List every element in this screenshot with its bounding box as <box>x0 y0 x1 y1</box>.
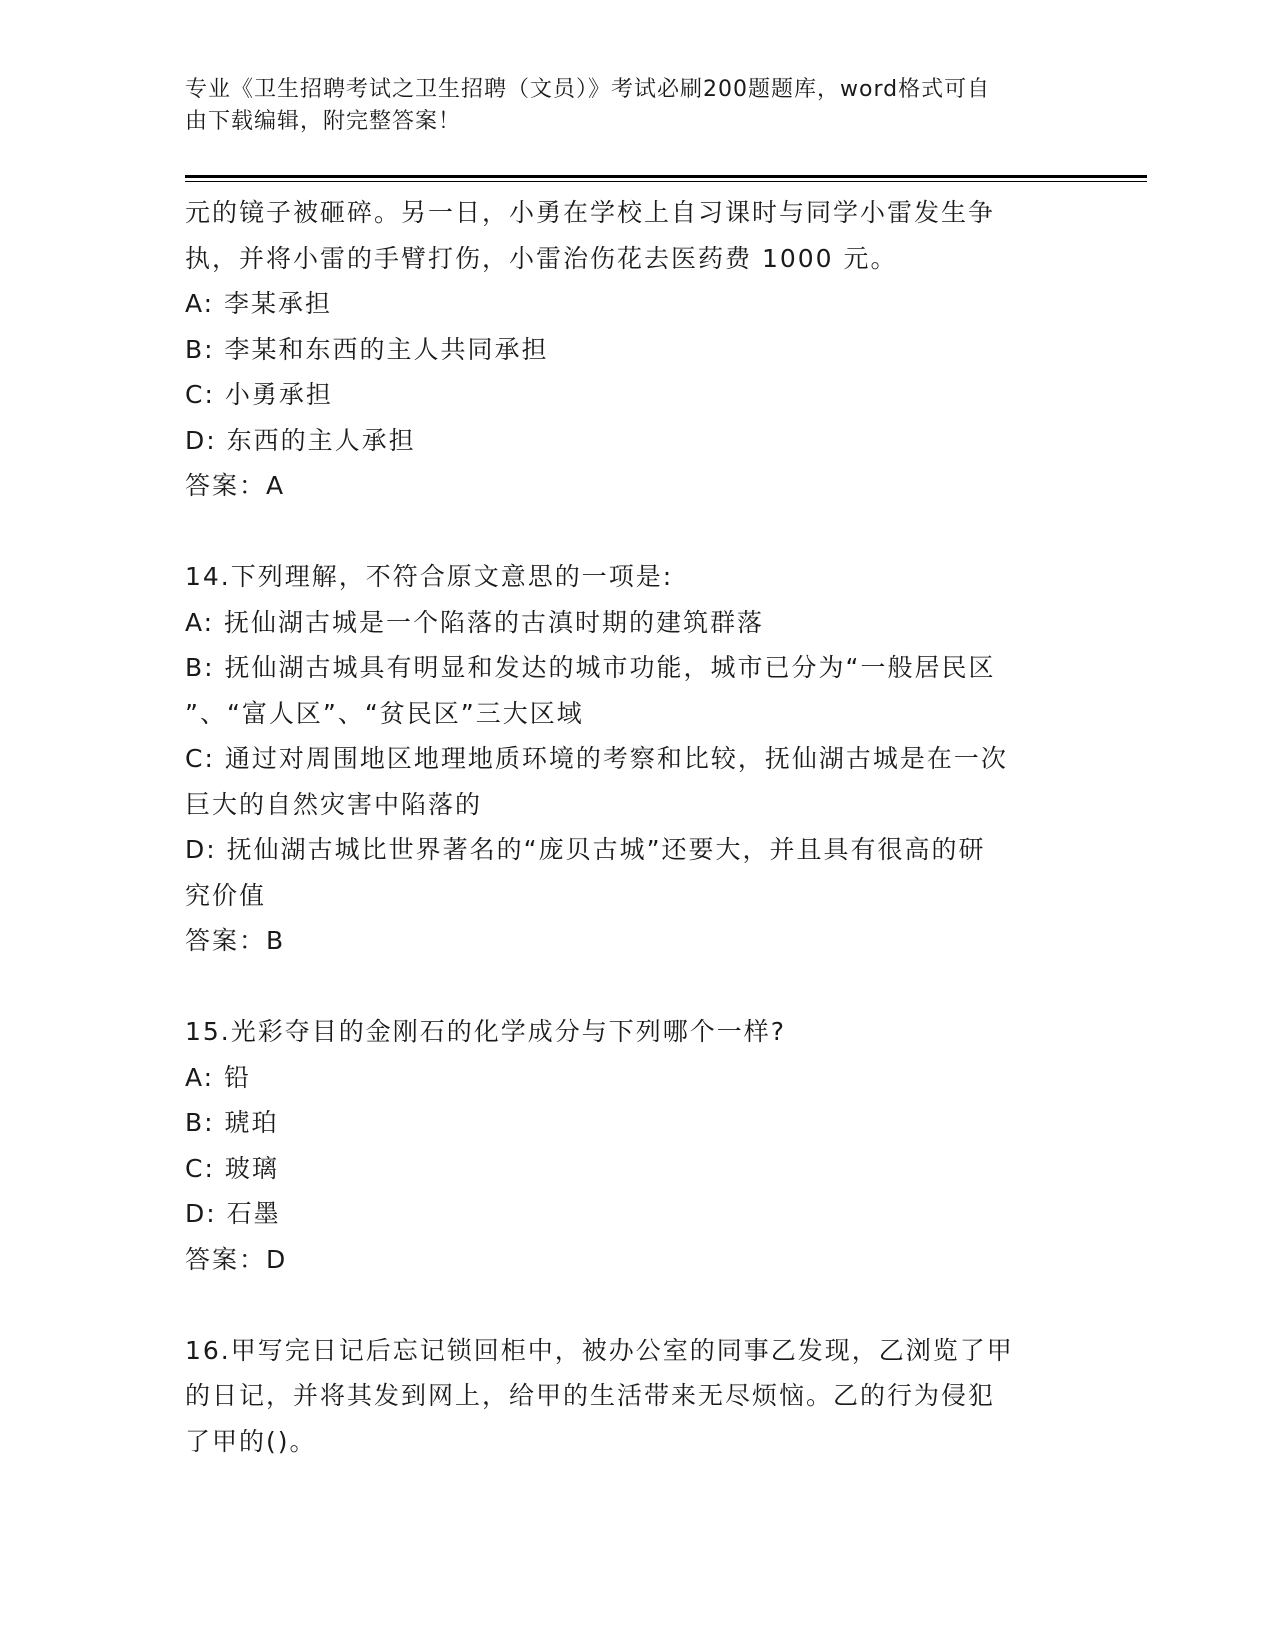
question-text-line: 了甲的()。 <box>185 1426 317 1456</box>
option-d-continued: 究价值 <box>185 880 267 910</box>
question-text-line: 的日记，并将其发到网上，给甲的生活带来无尽烦恼。乙的行为侵犯 <box>185 1381 996 1410</box>
option-c: C: 玻璃 <box>185 1153 279 1183</box>
question-text-line: 15.光彩夺目的金刚石的化学成分与下列哪个一样? <box>185 1017 787 1046</box>
option-a: A: 铅 <box>185 1062 252 1092</box>
answer-line: 答案：B <box>185 926 286 955</box>
question-text-line: 元的镜子被砸碎。另一日，小勇在学校上自习课时与同学小雷发生争 <box>185 198 996 227</box>
spacer <box>185 964 1075 1010</box>
question-14 <box>185 554 1075 964</box>
option-c-continued: 巨大的自然灾害中陷落的 <box>185 789 483 819</box>
header-divider-thick <box>185 175 1147 178</box>
header-line: 由下载编辑，附完整答案！ <box>185 109 462 134</box>
question-text-line: 16.甲写完日记后忘记锁回柜中，被办公室的同事乙发现，乙浏览了甲 <box>185 1335 1014 1365</box>
header-divider-thin <box>185 181 1147 182</box>
option-c: C: 小勇承担 <box>185 380 333 409</box>
question-16 <box>185 1328 1075 1465</box>
question-list <box>185 190 1075 1464</box>
option-c: C: 通过对周围地区地理地质环境的考察和比较，抚仙湖古城是在一次 <box>185 744 1008 773</box>
option-d: D: 抚仙湖古城比世界著名的“庞贝古城”还要大，并且具有很高的研 <box>185 835 986 864</box>
option-d: D: 石墨 <box>185 1199 281 1228</box>
option-d: D: 东西的主人承担 <box>185 425 416 455</box>
question-15 <box>185 1009 1075 1282</box>
question-text-line: 执，并将小雷的手臂打伤，小雷治伤花去医药费 1000 元。 <box>185 243 898 273</box>
header-line: 专业《卫生招聘考试之卫生招聘（文员）》考试必刷200题题库，word格式可自 <box>185 77 991 102</box>
document-header <box>185 74 1065 138</box>
question-13-continuation <box>185 190 1075 509</box>
answer-line: 答案：D <box>185 1244 288 1274</box>
answer-line: 答案：A <box>185 471 286 500</box>
question-text-line: 14.下列理解，不符合原文意思的一项是: <box>185 562 674 591</box>
option-b: B: 琥珀 <box>185 1108 279 1137</box>
option-a: A: 李某承担 <box>185 289 333 318</box>
spacer <box>185 1282 1075 1328</box>
option-b: B: 李某和东西的主人共同承担 <box>185 334 549 364</box>
spacer <box>185 509 1075 555</box>
option-b: B: 抚仙湖古城具有明显和发达的城市功能，城市已分为“一般居民区 <box>185 653 996 682</box>
option-b-continued: ”、“富人区”、“贫民区”三大区域 <box>185 698 584 728</box>
option-a: A: 抚仙湖古城是一个陷落的古滇时期的建筑群落 <box>185 607 765 637</box>
